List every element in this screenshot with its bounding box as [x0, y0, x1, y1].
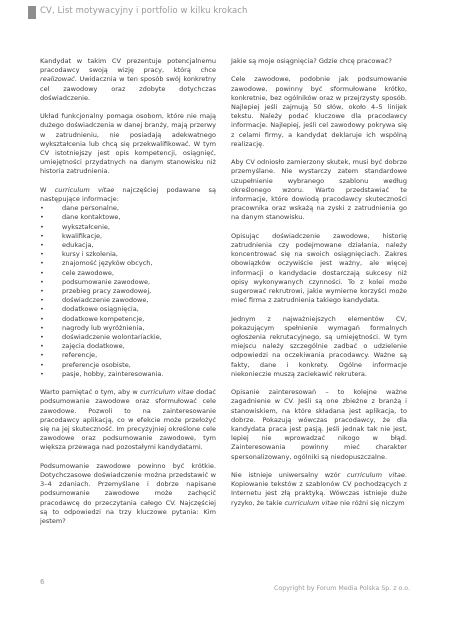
paragraph: W curriculum vitae najczęściej podawane są następujące informacje:: [40, 185, 216, 204]
bullet-item: • dodatkowe osiągnięcia,: [40, 305, 216, 314]
left-column: [40, 57, 216, 535]
bullet-item: • doświadczenie wolontariackie,: [40, 333, 216, 342]
bullet-item: • przebieg pracy zawodowej,: [40, 287, 216, 296]
paragraph: Układ funkcjonalny pomaga osobom, które nie mają dużego doświadczenia w danej branży, mają przerwy w zatrudnieniu, nie posiadają adekwatnego wykształcenia lub chcą się przekwalifikować. W tym CV istotniejszy jest opis kompetencji, osiągnięć, umiejętności przydatnych na danym stanowisku niż historia zatrudnienia.: [40, 112, 216, 176]
bullet-item: • kursy i szkolenia,: [40, 250, 216, 259]
italic-term: curriculum vitae: [54, 185, 115, 194]
copyright-notice: Copyright by Forum Media Polska Sp. z o.o.: [273, 585, 410, 592]
bullet-item: • dodatkowe kompetencje,: [40, 315, 216, 324]
italic-term: curriculum vitae: [346, 471, 405, 480]
bullet-item: • edukacja,: [40, 241, 216, 250]
paragraph: Cele zawodowe, podobnie jak podsumowanie zawodowe, powinny być sformułowane krótko, konkretnie, bez ogólników oraz w przejrzysty sposób. Najlepiej jeśli zajmują 50 słów, około 4–5 linijek tekstu. Należy podać kluczowe dla pracodawcy informacje. Najlepiej, jeśli cel zawodowy pokrywa się z celami firmy, a kandydat deklaruje ich wspólną realizację.: [231, 75, 407, 148]
running-header-title: CV, List motywacyjny i portfolio w kilku krokach: [40, 6, 248, 16]
bullet-item: • wykształcenie,: [40, 223, 216, 232]
information-bullet-list: [40, 204, 216, 379]
bullet-item: • cele zawodowe,: [40, 269, 216, 278]
italic-term: curriculum vitae: [140, 388, 194, 397]
bullet-item: • dane kontaktowe,: [40, 213, 216, 222]
bullet-item: • zajęcia dodatkowe,: [40, 342, 216, 351]
italic-term: realizować: [40, 75, 75, 84]
paragraph: Podsumowanie zawodowe powinno być krótkie. Dotychczasowe doświadczenie można przedstawić w 3–4 zdaniach. Przemyślane i dobrze napisane podsumowanie zawodowe może zachęcić pracodawcę do przeczytania całego CV. Najczęściej są to odpowiedzi na trzy kluczowe pytania: Kim jestem?: [40, 461, 216, 526]
page-number: 6: [40, 578, 45, 586]
paragraph: Warto pamiętać o tym, aby w curriculum vitae dodać podsumowanie zawodowe oraz sformułować cele zawodowe. Pozwoli to na zainteresowanie pracodawcy aplikacją, co w efekcie może przełożyć się na jej skuteczność. Im precyzyjniej określone cele zawodowe oraz podsumowanie zawodowe, tym większa przewaga nad pozostałymi kandydatami.: [40, 388, 216, 452]
bullet-item: • dane personalne,: [40, 204, 216, 213]
bullet-item: • preferencje osobiste,: [40, 361, 216, 370]
right-column: [231, 57, 407, 517]
paragraph: Jakie są moje osiągnięcia? Gdzie chcę pracować?: [231, 57, 392, 65]
bullet-item: • nagrody lub wyróżnienia,: [40, 324, 216, 333]
paragraph: Nie istnieje uniwersalny wzór curriculum vitae. Kopiowanie tekstów z szablonów CV pochodzących z Internetu jest złą praktyką. Wówczas istnieje duże ryzyko, że takie curriculum vitae nie różni się niczym: [231, 471, 407, 507]
bullet-item: • referencje,: [40, 351, 216, 360]
paragraph: Opisanie zainteresowań – to kolejne ważne zagadnienie w CV. Jeśli są one zbieżne z branżą i stanowiskiem, na które składana jest aplikacja, to dobrze. Pokazują wówczas pracodawcy, że dla kandydata praca jest pasją. Jeśli jednak tak nie jest, lepiej nie wprowadzać nikogo w błąd. Zainteresowania powinny mieć charakter spersonalizowany, ogólniki są niedopuszczalne.: [231, 388, 407, 461]
paragraph: Kandydat w takim CV prezentuje potencjalnemu pracodawcy swoją wizję pracy, którą chce realizować. Uwidacznia w ten sposób swój konkretny cel zawodowy oraz zdobyte dotychczas doświadczenie.: [40, 57, 216, 102]
bullet-item: • znajomość języków obcych,: [40, 259, 216, 268]
bullet-item: • podsumowanie zawodowe,: [40, 278, 216, 287]
paragraph: Opisując doświadczenie zawodowe, historię zatrudnienia czy podejmowane działania, należy koncentrować się na swoich osiągnięciach. Zakres obowiązków oczywiście jest ważny, ale więcej informacji o kandydacie dostarczają sukcesy niż opisy wykonywanych czynności. To z kolei może sugerować rekrutrowi, jakie wymierne korzyści może mieć firma z zatrudnienia takiego kandydata.: [231, 231, 407, 305]
italic-term: curriculum vitae: [284, 498, 338, 507]
bullet-item: • pasje, hobby, zainteresowania.: [40, 370, 216, 379]
header-marker: [28, 6, 36, 19]
bullet-item: • doświadczenie zawodowe,: [40, 296, 216, 305]
paragraph: Jednym z najważniejszych elementów CV, pokazującym spełnienie wymagań formalnych ogłoszenia rekrutacyjnego, są umiejętności. W tym miejscu należy szczególnie zadbać o udzielenie odpowiedzi na oczekiwania pracodawcy. Ważne są fakty, dane i konkrety. Ogólne informacje niekonieczie muszą zaciekawić rekrutera.: [231, 314, 407, 378]
paragraph: Aby CV odniosło zamierzony skutek, musi być dobrze przemyślane. Nie wystarczy zatem standardowe uzupełnienie wybranego szablonu według określonego wzoru. Warto przedstawiać te informacje, które dowiodą pracodawcy skuteczności pracownika oraz wskażą na zyski z zatrudnienia go na danym stanowisku.: [231, 158, 407, 222]
bullet-item: • kwalifikacje,: [40, 232, 216, 241]
